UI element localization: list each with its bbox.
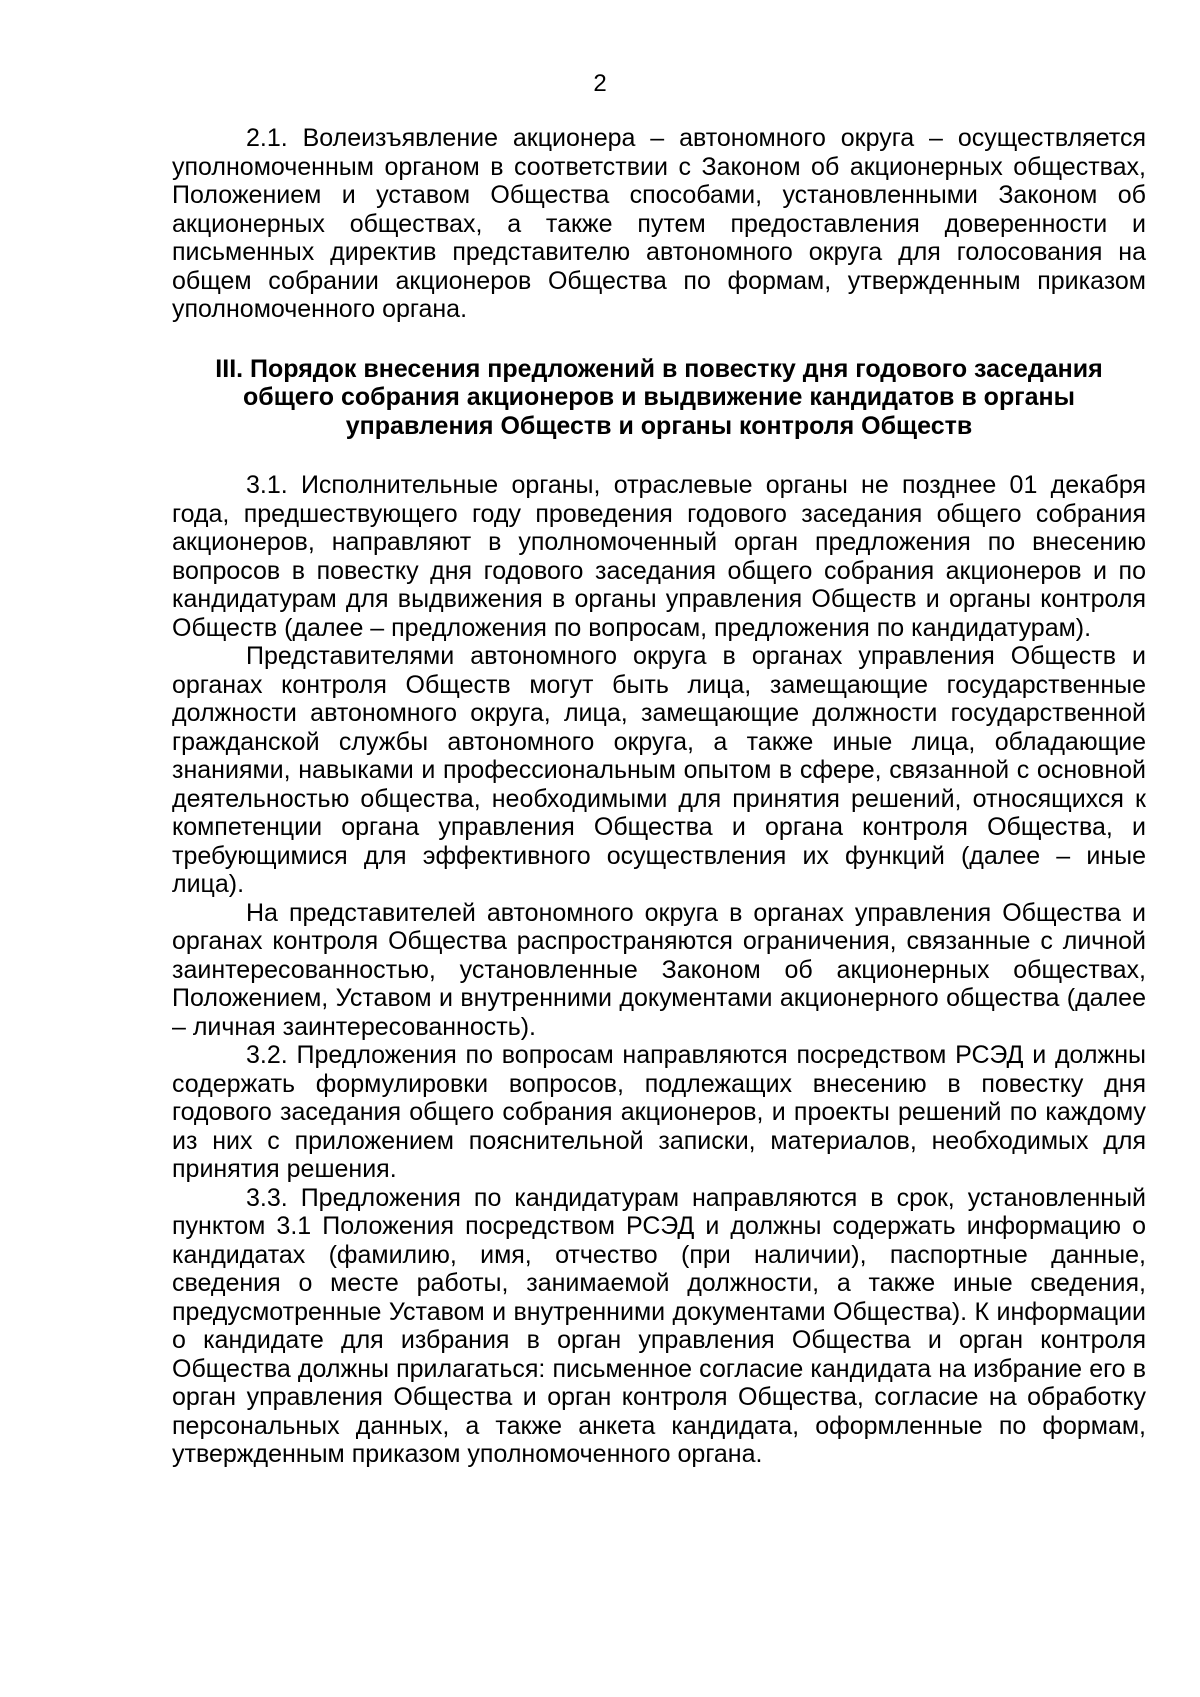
page-number: 2 — [593, 70, 607, 97]
section-3-heading: III. Порядок внесения предложений в повестку дня годового заседания общего собрания акционеров и выдвижение кандидатов в органы управления Обществ и органы контроля Обществ — [215, 354, 1103, 440]
document-body — [172, 124, 1146, 1469]
paragraph-3-2: 3.2. Предложения по вопросам направляются посредством РСЭД и должны содержать формулировки вопросов, подлежащих внесению в повестку дня годового заседания общего собрания акционеров, и проекты решений по каждому из них с приложением пояснительной записки, материалов, необходимых для принятия решения. — [172, 1041, 1146, 1183]
paragraph-2-1: 2.1. Волеизъявление акционера – автономного округа – осуществляется уполномоченным органом в соответствии с Законом об акционерных обществах, Положением и уставом Общества способами, установленными Законом об акционерных обществах, а также путем предоставления доверенности и письменных директив представителю автономного округа для голосования на общем собрании акционеров Общества по формам, утвержденным приказом уполномоченного органа. — [172, 124, 1146, 323]
paragraph-3-1-restrictions: На представителей автономного округа в органах управления Общества и органах контроля Общества распространяются ограничения, связанные с личной заинтересованностью, установленные Законом об акционерных обществах, Положением, Уставом и внутренними документами акционерного общества (далее – личная заинтересованность). — [172, 898, 1146, 1041]
paragraph-3-3: 3.3. Предложения по кандидатурам направляются в срок, установленный пунктом 3.1 Положения посредством РСЭД и должны содержать информацию о кандидатах (фамилию, имя, отчество (при наличии), паспортные данные, сведения о месте работы, занимаемой должности, а также иные сведения, предусмотренные Уставом и внутренними документами Общества). К информации о кандидате для избрания в орган управления Общества и орган контроля Общества должны прилагаться: письменное согласие кандидата на избрание его в орган управления Общества и орган контроля Общества, согласие на обработку персональных данных, а также анкета кандидата, оформленные по формам, утвержденным приказом уполномоченного органа. — [172, 1183, 1146, 1468]
paragraph-3-1: 3.1. Исполнительные органы, отраслевые органы не позднее 01 декабря года, предшествующего году проведения годового заседания общего собрания акционеров, направляют в уполномоченный орган предложения по внесению вопросов в повестку дня годового заседания общего собрания акционеров и по кандидатурам для выдвижения в органы управления Обществ и органы контроля Обществ (далее – предложения по вопросам, предложения по кандидатурам). — [172, 471, 1146, 642]
paragraph-3-1-representatives: Представителями автономного округа в органах управления Обществ и органах контроля Обществ могут быть лица, замещающие государственные должности автономного округа, лица, замещающие должности государственной гражданской службы автономного округа, а также иные лица, обладающие знаниями, навыками и профессиональным опытом в сфере, связанной с основной деятельностью общества, необходимыми для принятия решений, относящихся к компетенции органа управления Общества и органа контроля Общества, и требующимися для эффективного осуществления их функций (далее – иные лица). — [172, 642, 1146, 898]
